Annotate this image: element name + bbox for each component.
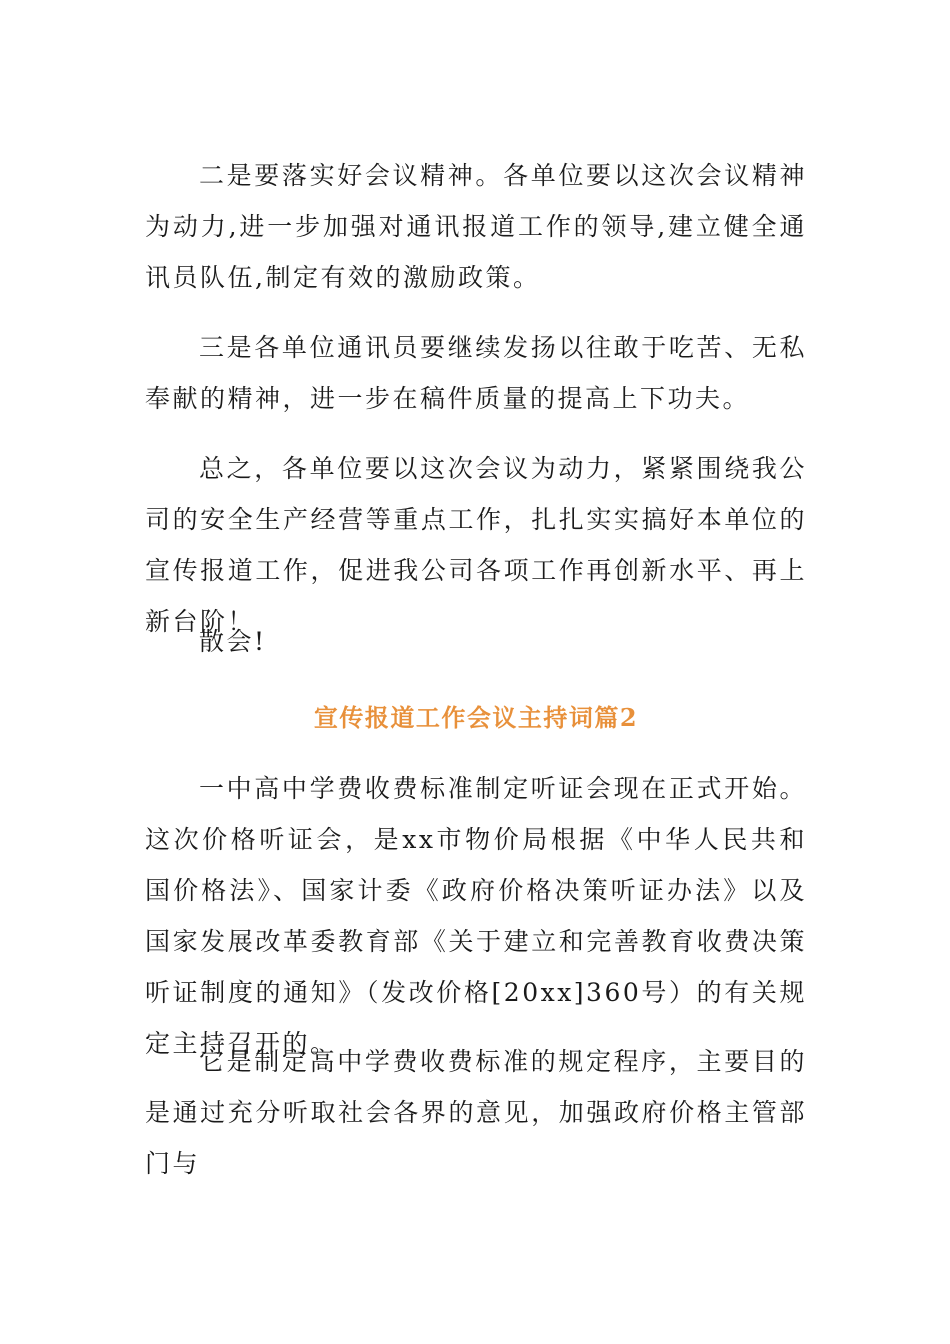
- paragraph-hearing-opening: 一中高中学费收费标准制定听证会现在正式开始。这次价格听证会，是xx市物价局根据《中华人民共和国价格法》、国家计委《政府价格决策听证办法》以及国家发展改革委教育部《关于建立和完善教育收费决策听证制度的通知》（发改价格[20xx]360号）的有关规定主持召开的。: [145, 774, 807, 1058]
- paragraph-adjourn: 散会!: [199, 627, 267, 656]
- paragraph-implement-meeting-spirit: 二是要落实好会议精神。各单位要以这次会议精神为动力,进一步加强对通讯报道工作的领导,建立健全通讯员队伍,制定有效的激励政策。: [145, 161, 807, 292]
- paragraph-correspondents-spirit: 三是各单位通讯员要继续发扬以往敢于吃苦、无私奉献的精神，进一步在稿件质量的提高上下功夫。: [145, 333, 807, 413]
- paragraph-conclusion: 总之，各单位要以这次会议为动力，紧紧围绕我公司的安全生产经营等重点工作，扎扎实实搞好本单位的宣传报道工作，促进我公司各项工作再创新水平、再上新台阶！: [145, 454, 807, 636]
- section-heading: 宣传报道工作会议主持词篇2: [313, 703, 639, 732]
- paragraph-hearing-purpose: 它是制定高中学费收费标准的规定程序，主要目的是通过充分听取社会各界的意见，加强政府价格主管部门与: [145, 1047, 807, 1178]
